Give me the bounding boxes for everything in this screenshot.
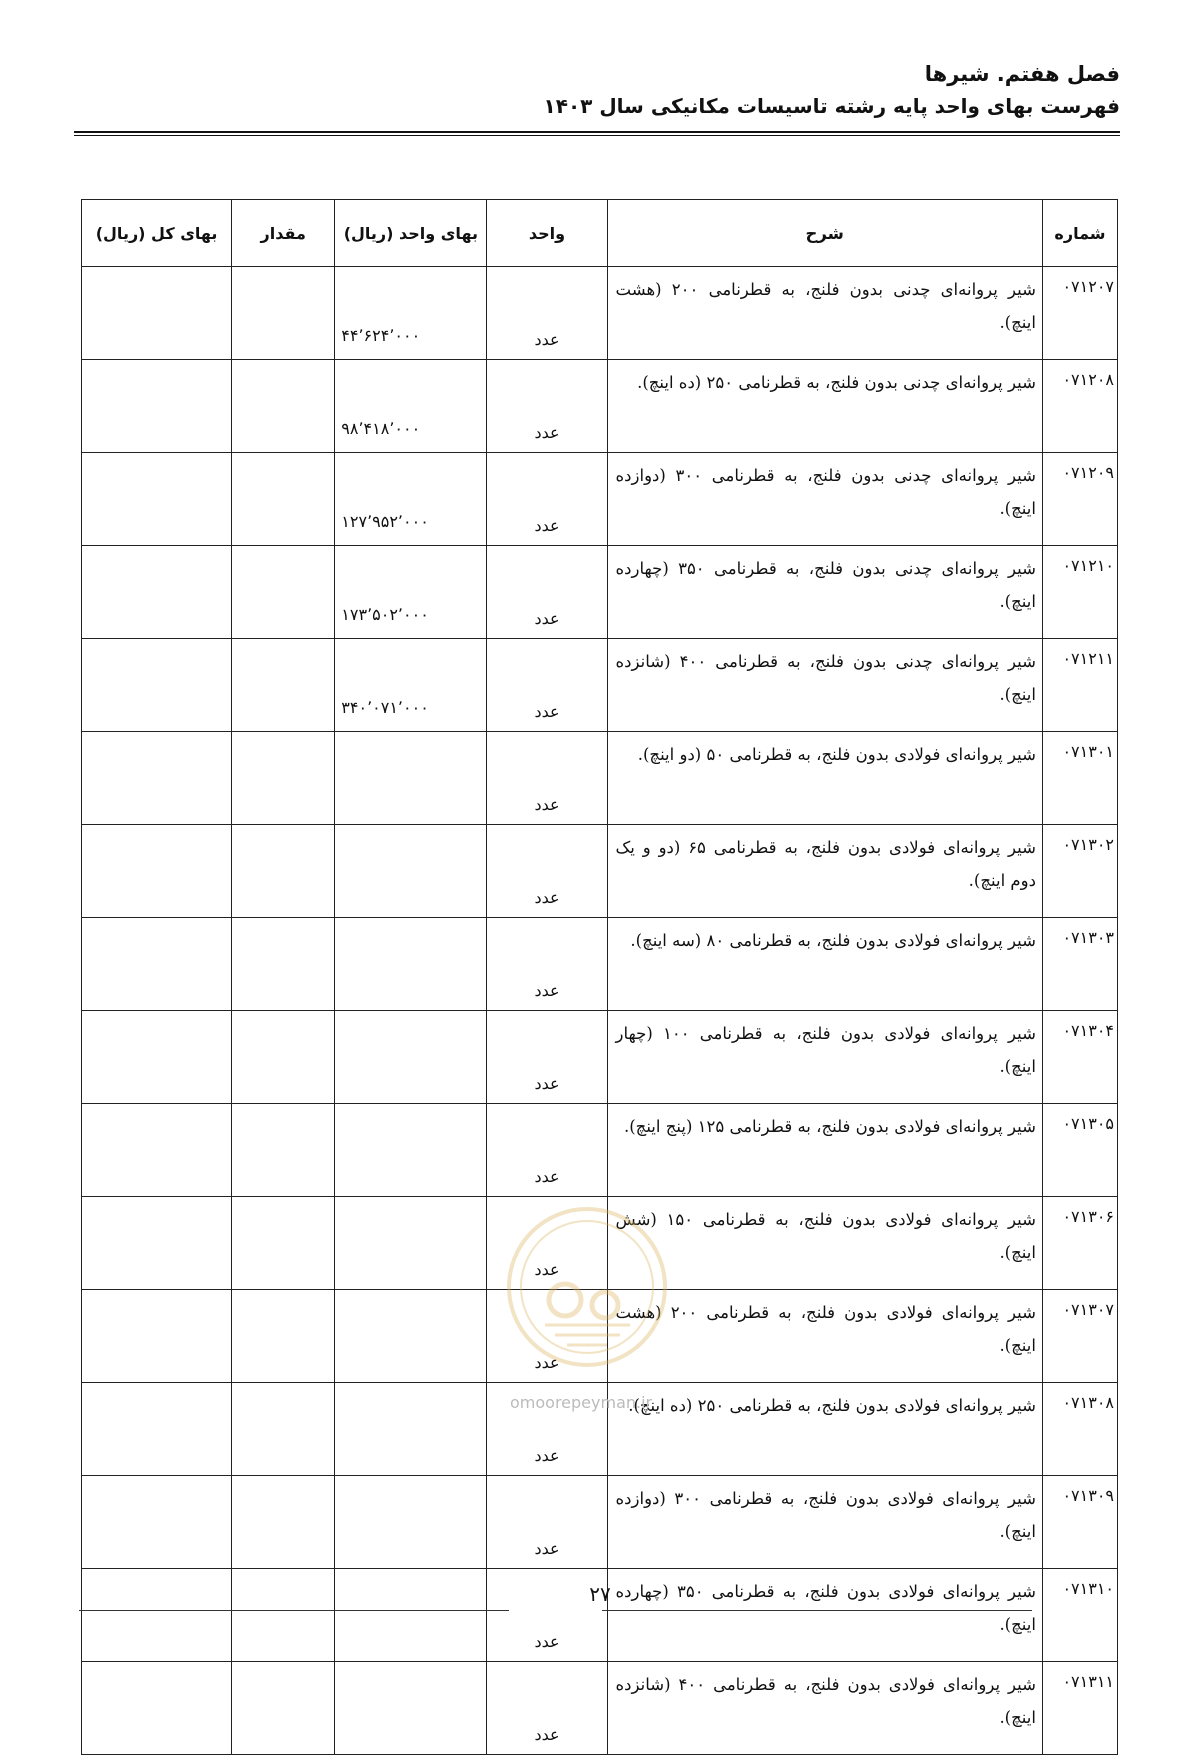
table-row — [82, 639, 1118, 732]
item-unit: عدد — [487, 1662, 607, 1755]
item-unit: عدد — [487, 639, 607, 732]
table-row — [82, 1662, 1118, 1755]
item-total-price — [82, 1104, 232, 1197]
item-total-price — [82, 360, 232, 453]
item-unit: عدد — [487, 1476, 607, 1569]
item-quantity — [232, 1290, 335, 1383]
col-header-quantity: مقدار — [232, 200, 335, 267]
item-quantity — [232, 732, 335, 825]
watermark-seal-icon — [505, 1205, 670, 1370]
page-number: ۲۷ — [589, 1582, 611, 1606]
table-header-row — [82, 200, 1118, 267]
table-row — [82, 918, 1118, 1011]
item-total-price — [82, 1383, 232, 1476]
item-unit-price: ۱۲۷٬۹۵۲٬۰۰۰ — [335, 453, 487, 546]
item-quantity — [232, 1197, 335, 1290]
table-row — [82, 1011, 1118, 1104]
item-code: ۰۷۱۳۰۶ — [1042, 1197, 1117, 1290]
item-code: ۰۷۱۳۰۲ — [1042, 825, 1117, 918]
footer-rule-left — [79, 1610, 509, 1611]
item-quantity — [232, 1011, 335, 1104]
item-quantity — [232, 825, 335, 918]
item-quantity — [232, 453, 335, 546]
col-header-total-price: بهای کل (ریال) — [82, 200, 232, 267]
item-unit-price — [335, 732, 487, 825]
item-unit: عدد — [487, 1569, 607, 1662]
item-code: ۰۷۱۳۰۱ — [1042, 732, 1117, 825]
item-total-price — [82, 1290, 232, 1383]
item-code: ۰۷۱۲۰۷ — [1042, 267, 1117, 360]
item-description: شیر پروانه‌ای فولادی بدون فلنج، به قطرنامی ۳۵۰ (چهارده اینچ). — [607, 1569, 1042, 1662]
item-total-price — [82, 1197, 232, 1290]
footer-rule-right — [602, 1610, 1032, 1611]
price-list-table — [81, 199, 1118, 1755]
item-total-price — [82, 639, 232, 732]
item-total-price — [82, 732, 232, 825]
item-unit-price: ۳۴۰٬۰۷۱٬۰۰۰ — [335, 639, 487, 732]
watermark-text: omoorepeyman.ir — [510, 1393, 653, 1412]
item-code: ۰۷۱۲۱۱ — [1042, 639, 1117, 732]
item-quantity — [232, 1383, 335, 1476]
item-unit: عدد — [487, 1290, 607, 1383]
item-quantity — [232, 546, 335, 639]
item-code: ۰۷۱۳۰۷ — [1042, 1290, 1117, 1383]
item-unit: عدد — [487, 453, 607, 546]
item-unit: عدد — [487, 1197, 607, 1290]
item-description: شیر پروانه‌ای فولادی بدون فلنج، به قطرنامی ۸۰ (سه اینچ). — [607, 918, 1042, 1011]
item-code: ۰۷۱۲۰۸ — [1042, 360, 1117, 453]
item-description: شیر پروانه‌ای چدنی بدون فلنج، به قطرنامی ۳۰۰ (دوازده اینچ). — [607, 453, 1042, 546]
item-unit-price — [335, 1662, 487, 1755]
item-description: شیر پروانه‌ای فولادی بدون فلنج، به قطرنامی ۴۰۰ (شانزده اینچ). — [607, 1662, 1042, 1755]
item-unit: عدد — [487, 825, 607, 918]
col-header-description: شرح — [607, 200, 1042, 267]
table-row — [82, 453, 1118, 546]
item-quantity — [232, 639, 335, 732]
item-quantity — [232, 1476, 335, 1569]
item-unit: عدد — [487, 732, 607, 825]
item-unit-price — [335, 825, 487, 918]
chapter-title: فصل هفتم. شیرها — [924, 62, 1120, 86]
item-description: شیر پروانه‌ای چدنی بدون فلنج، به قطرنامی ۳۵۰ (چهارده اینچ). — [607, 546, 1042, 639]
header-rule — [74, 131, 1120, 133]
item-code: ۰۷۱۳۱۱ — [1042, 1662, 1117, 1755]
item-quantity — [232, 1662, 335, 1755]
item-unit: عدد — [487, 546, 607, 639]
table-row — [82, 732, 1118, 825]
item-description: شیر پروانه‌ای فولادی بدون فلنج، به قطرنامی ۲۵۰ (ده اینچ). — [607, 1383, 1042, 1476]
table-row — [82, 360, 1118, 453]
item-description: شیر پروانه‌ای فولادی بدون فلنج، به قطرنامی ۵۰ (دو اینچ). — [607, 732, 1042, 825]
header-rule-thin — [74, 135, 1120, 136]
item-code: ۰۷۱۳۰۵ — [1042, 1104, 1117, 1197]
item-total-price — [82, 825, 232, 918]
item-description: شیر پروانه‌ای فولادی بدون فلنج، به قطرنامی ۱۲۵ (پنج اینچ). — [607, 1104, 1042, 1197]
item-quantity — [232, 267, 335, 360]
item-unit: عدد — [487, 360, 607, 453]
item-description: شیر پروانه‌ای چدنی بدون فلنج، به قطرنامی ۴۰۰ (شانزده اینچ). — [607, 639, 1042, 732]
item-unit-price: ۴۴٬۶۲۴٬۰۰۰ — [335, 267, 487, 360]
item-code: ۰۷۱۳۱۰ — [1042, 1569, 1117, 1662]
item-quantity — [232, 918, 335, 1011]
item-description: شیر پروانه‌ای فولادی بدون فلنج، به قطرنامی ۲۰۰ (هشت اینچ). — [607, 1290, 1042, 1383]
item-quantity — [232, 1104, 335, 1197]
col-header-unit: واحد — [487, 200, 607, 267]
item-unit: عدد — [487, 918, 607, 1011]
item-description: شیر پروانه‌ای فولادی بدون فلنج، به قطرنامی ۱۰۰ (چهار اینچ). — [607, 1011, 1042, 1104]
item-quantity — [232, 360, 335, 453]
item-unit-price: ۱۷۳٬۵۰۲٬۰۰۰ — [335, 546, 487, 639]
item-unit-price — [335, 1290, 487, 1383]
item-total-price — [82, 1569, 232, 1662]
item-unit: عدد — [487, 267, 607, 360]
item-description: شیر پروانه‌ای چدنی بدون فلنج، به قطرنامی ۲۵۰ (ده اینچ). — [607, 360, 1042, 453]
item-total-price — [82, 1662, 232, 1755]
item-unit-price — [335, 1011, 487, 1104]
table-body — [82, 267, 1118, 1755]
item-description: شیر پروانه‌ای فولادی بدون فلنج، به قطرنامی ۳۰۰ (دوازده اینچ). — [607, 1476, 1042, 1569]
col-header-unit-price: بهای واحد (ریال) — [335, 200, 487, 267]
item-total-price — [82, 1476, 232, 1569]
item-unit: عدد — [487, 1011, 607, 1104]
page-header — [74, 58, 1120, 122]
item-code: ۰۷۱۳۰۹ — [1042, 1476, 1117, 1569]
item-unit: عدد — [487, 1104, 607, 1197]
item-unit-price — [335, 1383, 487, 1476]
item-unit-price: ۹۸٬۴۱۸٬۰۰۰ — [335, 360, 487, 453]
item-total-price — [82, 1011, 232, 1104]
table-row — [82, 1104, 1118, 1197]
item-unit: عدد — [487, 1383, 607, 1476]
table-row — [82, 546, 1118, 639]
item-code: ۰۷۱۳۰۳ — [1042, 918, 1117, 1011]
item-description: شیر پروانه‌ای چدنی بدون فلنج، به قطرنامی ۲۰۰ (هشت اینچ). — [607, 267, 1042, 360]
table-row — [82, 267, 1118, 360]
item-total-price — [82, 453, 232, 546]
item-total-price — [82, 546, 232, 639]
item-code: ۰۷۱۲۰۹ — [1042, 453, 1117, 546]
item-code: ۰۷۱۳۰۴ — [1042, 1011, 1117, 1104]
item-unit-price — [335, 1476, 487, 1569]
col-header-code: شماره — [1042, 200, 1117, 267]
item-unit-price — [335, 1197, 487, 1290]
item-unit-price — [335, 1104, 487, 1197]
item-quantity — [232, 1569, 335, 1662]
document-title: فهرست بهای واحد پایه رشته تاسیسات مکانیکی سال ۱۴۰۳ — [543, 94, 1120, 118]
table-row — [82, 825, 1118, 918]
item-unit-price — [335, 918, 487, 1011]
item-code: ۰۷۱۳۰۸ — [1042, 1383, 1117, 1476]
item-code: ۰۷۱۲۱۰ — [1042, 546, 1117, 639]
item-total-price — [82, 918, 232, 1011]
item-unit-price — [335, 1569, 487, 1662]
item-total-price — [82, 267, 232, 360]
item-description: شیر پروانه‌ای فولادی بدون فلنج، به قطرنامی ۶۵ (دو و یک دوم اینچ). — [607, 825, 1042, 918]
item-description: شیر پروانه‌ای فولادی بدون فلنج، به قطرنامی ۱۵۰ (شش اینچ). — [607, 1197, 1042, 1290]
table-row — [82, 1476, 1118, 1569]
